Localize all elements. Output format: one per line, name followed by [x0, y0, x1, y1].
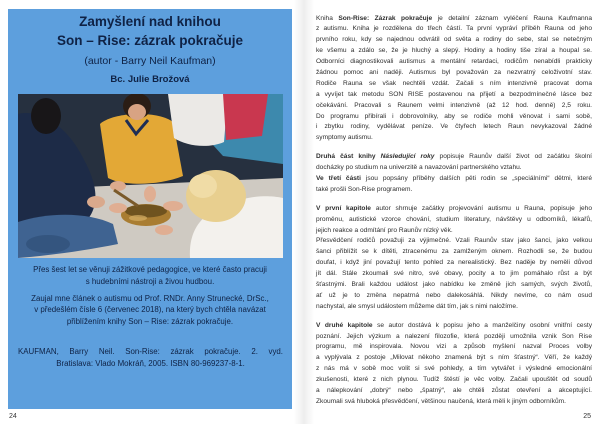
text-span: Odborníci diagnostikovali autismus a mentální retardaci, rodičům nenabídli prakticky: [316, 58, 592, 66]
intro-line: s hudebními nástroji a živou hudbou.: [85, 276, 215, 286]
text-span: nachystal, ale smysl událostem můžeme dát tím, jak s nimi naložíme.: [316, 302, 518, 310]
emphasis-text: V první kapitole: [316, 204, 371, 212]
text-line: [316, 321, 592, 332]
book-author-note: (autor - Barry Neil Kaufman): [84, 55, 216, 67]
emphasis-text: Ve třetí části: [316, 174, 361, 182]
text-span: docházky po studium na univerzitě a navazování partnerského vztahu.: [316, 164, 522, 172]
text-span: a vyvíjet tak metodu SON RISE postavenou na přijetí a bezpodmínečné lásce bez: [316, 90, 592, 98]
text-span: symptomy autismu.: [316, 134, 373, 142]
text-span: Rodiče Rauna se však nechtěli vzdát. Začali s ním intenzivně pracovat doma: [316, 79, 592, 87]
text-line: [316, 397, 592, 408]
paragraph: [316, 14, 592, 145]
article-title-line-2: Son – Rise: zázrak pokračuje: [56, 33, 244, 48]
text-line: [316, 215, 592, 226]
text-line: [316, 247, 592, 258]
text-block: [316, 152, 592, 196]
article-byline: Bc. Julie Brožová: [110, 74, 190, 85]
text-line: [316, 122, 592, 133]
text-line: [316, 226, 592, 237]
article-photo: [18, 94, 283, 258]
text-span: šanci přiblížit se k dítěti, ztracenému za zamlženým oknem. Rozhodli se, že budou: [316, 248, 592, 256]
text-line: [316, 163, 592, 174]
page-number-left: 24: [9, 413, 17, 420]
text-span: proměnu, autistické vzorce chování, studium literatury, návštěvy u odborníků, lékařů,: [316, 215, 592, 223]
text-line: [316, 280, 592, 291]
text-line: [316, 302, 592, 313]
text-line: [316, 68, 592, 79]
text-span: Do programu přibírali i dobrovolníky, aby se rodiče mohli věnovat i sami sobě,: [316, 112, 592, 120]
citation-line: KAUFMAN, Barry Neil. Son-Rise: zázrak pokračuje. 2. vyd.: [18, 347, 283, 356]
emphasis-text: V druhé kapitole: [316, 321, 373, 329]
text-line: [316, 204, 592, 215]
emphasis-text: Son-Rise: Zázrak pokračuje: [338, 14, 433, 22]
paragraph: [316, 174, 592, 196]
text-line: [316, 14, 592, 25]
text-line: [316, 386, 592, 397]
text-line: [316, 236, 592, 247]
text-line: [316, 152, 592, 163]
text-line: [316, 342, 592, 353]
text-span: doufat, i když jiní považují tento pohled za nerealistický. Bez naděje by neměli důvod: [316, 259, 592, 267]
note-line: v předešlém čísle 6 (červenec 2018), na který bych chtěla navázat: [34, 305, 266, 314]
text-line: [316, 112, 592, 123]
paragraph: [316, 321, 592, 408]
text-line: [316, 90, 592, 101]
text-line: [316, 291, 592, 302]
text-line: [316, 46, 592, 57]
text-span: jsou popsány příběhy dalších pěti rodin se „speciálními“ dětmi, které: [360, 174, 592, 182]
text-block: [316, 321, 592, 408]
emphasis-text: Následující roky: [380, 153, 435, 161]
text-span: jejich reakce a odmítání pro Raunův nízký věk.: [316, 226, 453, 234]
text-line: [316, 24, 592, 35]
page-gutter-shadow: [294, 0, 314, 424]
text-span: autor shrnuje začátky projevování autismu u Rauna, popisuje jeho: [370, 204, 592, 212]
paragraph: [316, 204, 592, 237]
text-line: [316, 332, 592, 343]
text-span: je detailní záznam vyléčení Rauna Kaufmanna: [432, 14, 592, 22]
book-citation: [18, 346, 283, 369]
text-span: žádnou pomoc ani naději. Autismus byl považován za nezvratný celoživotní stav.: [316, 68, 592, 76]
text-span: jít dál. Stále zkoumali své nitro, své obavy, pocity a to jim pomáhalo růst a být: [316, 270, 592, 278]
text-line: [316, 174, 592, 185]
text-line: [316, 185, 592, 196]
text-line: [316, 269, 592, 280]
text-span: Kniha: [316, 14, 339, 22]
text-span: a nálepkování „dobrý“ nebo „špatný“, ale chtěli zůstat otevření a akceptující.: [316, 387, 592, 394]
text-line: [316, 57, 592, 68]
paragraph: [316, 152, 592, 174]
text-line: [316, 79, 592, 90]
text-span: také prošli Son-Rise programem.: [316, 185, 413, 193]
note-line: Zaujal mne článek o autismu od Prof. RNDr. Anny Strunecké, DrSc.,: [31, 293, 269, 303]
article-title-line-1: Zamyšlení nad knihou: [79, 14, 221, 29]
text-line: [316, 258, 592, 269]
text-span: Zkoumali svá hluboká přesvědčení, většinou naučená, která měli k jiným odborníkům.: [316, 397, 566, 405]
page-number-right: 25: [583, 413, 591, 420]
note-line: přiblížením knihy Son – Rise: zázrak pokračuje.: [66, 316, 234, 326]
text-line: [316, 353, 592, 364]
reference-note-paragraph: [14, 293, 286, 328]
article-body-column: [316, 14, 592, 408]
text-span: šťastnými. Brali každou událost jako nabídku ke změně jich samých, svých životů,: [316, 280, 592, 288]
text-line: [316, 101, 592, 112]
text-block: [316, 14, 592, 145]
text-span: prvního roku, kdy se najednou odvrátil od světa a rodiny do sebe, stal se netečným: [316, 36, 592, 44]
text-span: programu, mě inspirovala. Novou vizi a způsob myšlení nazval Proces volby: [316, 343, 592, 351]
photo-illustration: [18, 94, 283, 258]
text-span: ať už je to změna nepatrná nebo dalekosáhlá. Nikdy nevíme, co nám osud: [316, 291, 592, 299]
intro-paragraph: [14, 264, 286, 287]
text-line: [316, 375, 592, 386]
text-span: z autismu. Kniha je rozdělena do třech částí. Ta první vypráví příběh Rauna od jeho: [316, 25, 592, 33]
text-line: [316, 35, 592, 46]
text-block: [316, 204, 592, 313]
paragraph: [316, 236, 592, 312]
text-span: Přesvědčení rodičů považuji za výjimečné. Vzali Raunův stav jako šanci, jako velkou: [316, 237, 592, 245]
text-span: se autor dostává k popisu jeho a manželčiny osobní vnitřní cesty: [372, 321, 592, 329]
text-span: i zbytku rodiny, vydělávat peníze. Ve čtyřech letech Raun nevykazoval žádné: [316, 123, 592, 131]
text-line: [316, 133, 592, 144]
text-span: ke všemu a zdálo se, že je hluchý a slepý. Hodiny a hodiny tiše zíral a houpal se.: [316, 47, 592, 55]
text-span: z nás má v sobě moc volit si své pohledy, a tím vytvářet i výsledné emocionální: [316, 365, 592, 373]
citation-line: Bratislava: Vlado Mokráň, 2005. ISBN 80-969237-8-1.: [56, 358, 245, 368]
text-span: očekávání. Pracovali s Raunem velmi intenzivně (až 12 hod. denně) 2,5 roku.: [316, 101, 592, 109]
text-span: a vyplývala z postoje „Milovat někoho znamená být s ním šťastný“. Věří, že každý: [316, 354, 592, 362]
text-span: popisuje Raunův další život od začátku školní: [434, 153, 592, 161]
text-span: zkušenosti, které z nich plynou. Tudíž štěstí je věc volby. Začali upouštět od soudů: [316, 376, 592, 384]
text-span: poznání. Jejich výzkum a nalezení filozofie, která později umožnila vznik Son Rise: [316, 332, 592, 340]
intro-line: Přes šest let se věnuji zážitkové pedagogice, ve které často pracuji: [33, 265, 267, 274]
text-line: [316, 364, 592, 375]
emphasis-text: Druhá část knihy: [316, 153, 381, 161]
